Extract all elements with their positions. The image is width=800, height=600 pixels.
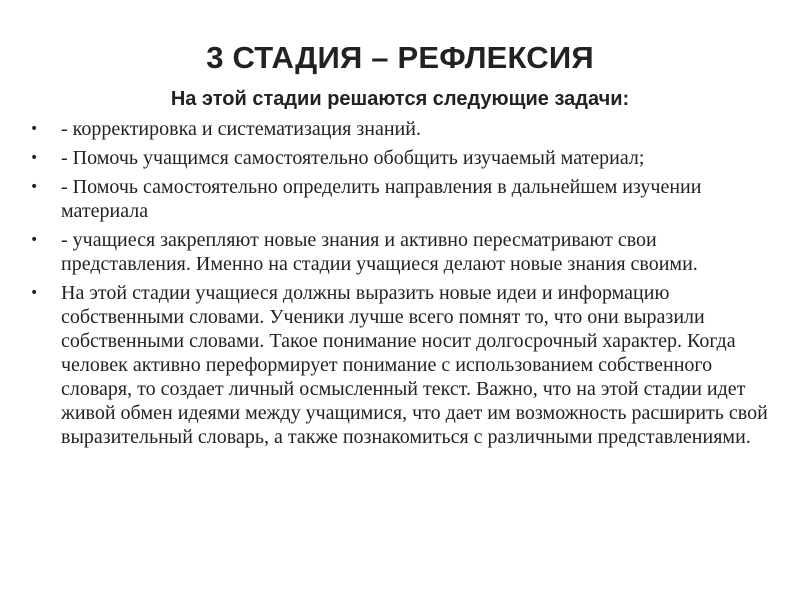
slide-title: 3 СТАДИЯ – РЕФЛЕКСИЯ	[206, 40, 594, 75]
slide-subtitle: На этой стадии решаются следующие задачи:	[170, 88, 630, 110]
bullet-text: - учащиеся закрепляют новые знания и активно пересматривают свои представления. Именно на стадии учащиеся делают новые знания своими.	[61, 229, 698, 275]
bullet-list	[30, 117, 770, 454]
bullet-marker: •	[30, 232, 39, 248]
bullet-marker: •	[30, 179, 39, 195]
bullet-text: - Помочь самостоятельно определить направления в дальнейшем изучении материала	[61, 176, 702, 222]
bullet-item	[30, 117, 770, 141]
bullet-item	[30, 146, 770, 170]
bullet-marker: •	[30, 150, 39, 166]
bullet-text: - корректировка и систематизация знаний.	[61, 118, 421, 140]
bullet-item	[30, 228, 770, 276]
bullet-marker: •	[30, 121, 39, 137]
bullet-item	[30, 175, 770, 223]
bullet-item	[30, 281, 770, 449]
bullet-text: На этой стадии учащиеся должны выразить новые идеи и информацию собственными словами. Ученики лучше всего помнят то, что они выразили собственными словами. Такое понимание носит долгосрочный характер. Когда человек активно переформирует понимание с использованием собственного словаря, то создает личный осмысленный текст. Важно, что на этой стадии идет живой обмен идеями между учащимися, что дает им возможность расширить свой выразительный словарь, а также познакомиться с различными представлениями.	[61, 282, 768, 448]
bullet-marker: •	[30, 285, 39, 301]
bullet-text: - Помочь учащимся самостоятельно обобщить изучаемый материал;	[61, 147, 645, 169]
